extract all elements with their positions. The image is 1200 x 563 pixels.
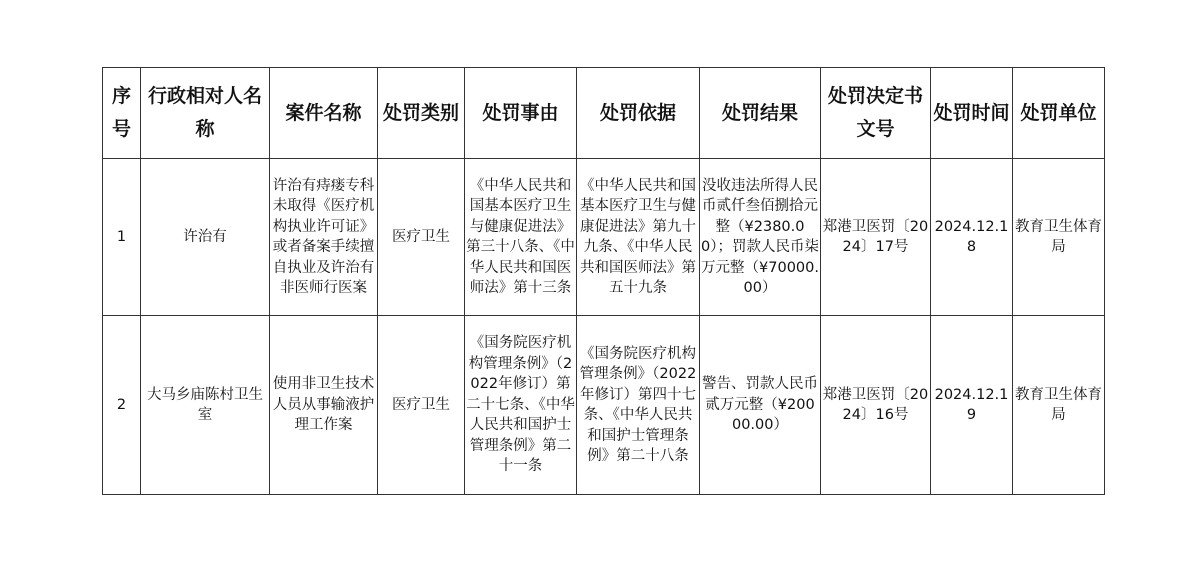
cell-basis: 《国务院医疗机构管理条例》（2022年修订）第四十七条、《中华人民共和国护士管理条例》第二十八条 — [577, 316, 700, 495]
cell-index: 2 — [103, 316, 141, 495]
cell-category: 医疗卫生 — [378, 316, 465, 495]
header-result: 处罚结果 — [700, 68, 821, 159]
cell-basis: 《中华人民共和国基本医疗卫生与健康促进法》第九十九条、《中华人民共和国医师法》第五十九条 — [577, 159, 700, 316]
header-reason: 处罚事由 — [465, 68, 577, 159]
cell-case-name: 使用非卫生技术人员从事输液护理工作案 — [270, 316, 378, 495]
header-basis: 处罚依据 — [577, 68, 700, 159]
header-unit: 处罚单位 — [1013, 68, 1105, 159]
header-case-name: 案件名称 — [270, 68, 378, 159]
cell-result: 警告、罚款人民币贰万元整（¥20000.00） — [700, 316, 821, 495]
cell-index: 1 — [103, 159, 141, 316]
header-date: 处罚时间 — [931, 68, 1013, 159]
cell-unit: 教育卫生体育局 — [1013, 159, 1105, 316]
cell-reason: 《国务院医疗机构管理条例》（2022年修订）第二十七条、《中华人民共和国护士管理条例》第二十一条 — [465, 316, 577, 495]
cell-date: 2024.12.18 — [931, 159, 1013, 316]
cell-unit: 教育卫生体育局 — [1013, 316, 1105, 495]
header-row — [103, 68, 1105, 159]
cell-doc-no: 郑港卫医罚〔2024〕17号 — [821, 159, 931, 316]
cell-case-name: 许治有痔瘘专科未取得《医疗机构执业许可证》或者备案手续擅自执业及许治有非医师行医案 — [270, 159, 378, 316]
header-index: 序号 — [103, 68, 141, 159]
cell-category: 医疗卫生 — [378, 159, 465, 316]
cell-reason: 《中华人民共和国基本医疗卫生与健康促进法》第三十八条、《中华人民共和国医师法》第十三条 — [465, 159, 577, 316]
cell-party: 许治有 — [141, 159, 270, 316]
table-row — [103, 159, 1105, 316]
header-category: 处罚类别 — [378, 68, 465, 159]
header-doc-no: 处罚决定书文号 — [821, 68, 931, 159]
cell-doc-no: 郑港卫医罚〔2024〕16号 — [821, 316, 931, 495]
cell-party: 大马乡庙陈村卫生室 — [141, 316, 270, 495]
cell-date: 2024.12.19 — [931, 316, 1013, 495]
table-row — [103, 316, 1105, 495]
cell-result: 没收违法所得人民币贰仟叁佰捌拾元整（¥2380.00）；罚款人民币柒万元整（¥70000.00） — [700, 159, 821, 316]
penalty-table — [102, 67, 1105, 495]
header-party: 行政相对人名称 — [141, 68, 270, 159]
